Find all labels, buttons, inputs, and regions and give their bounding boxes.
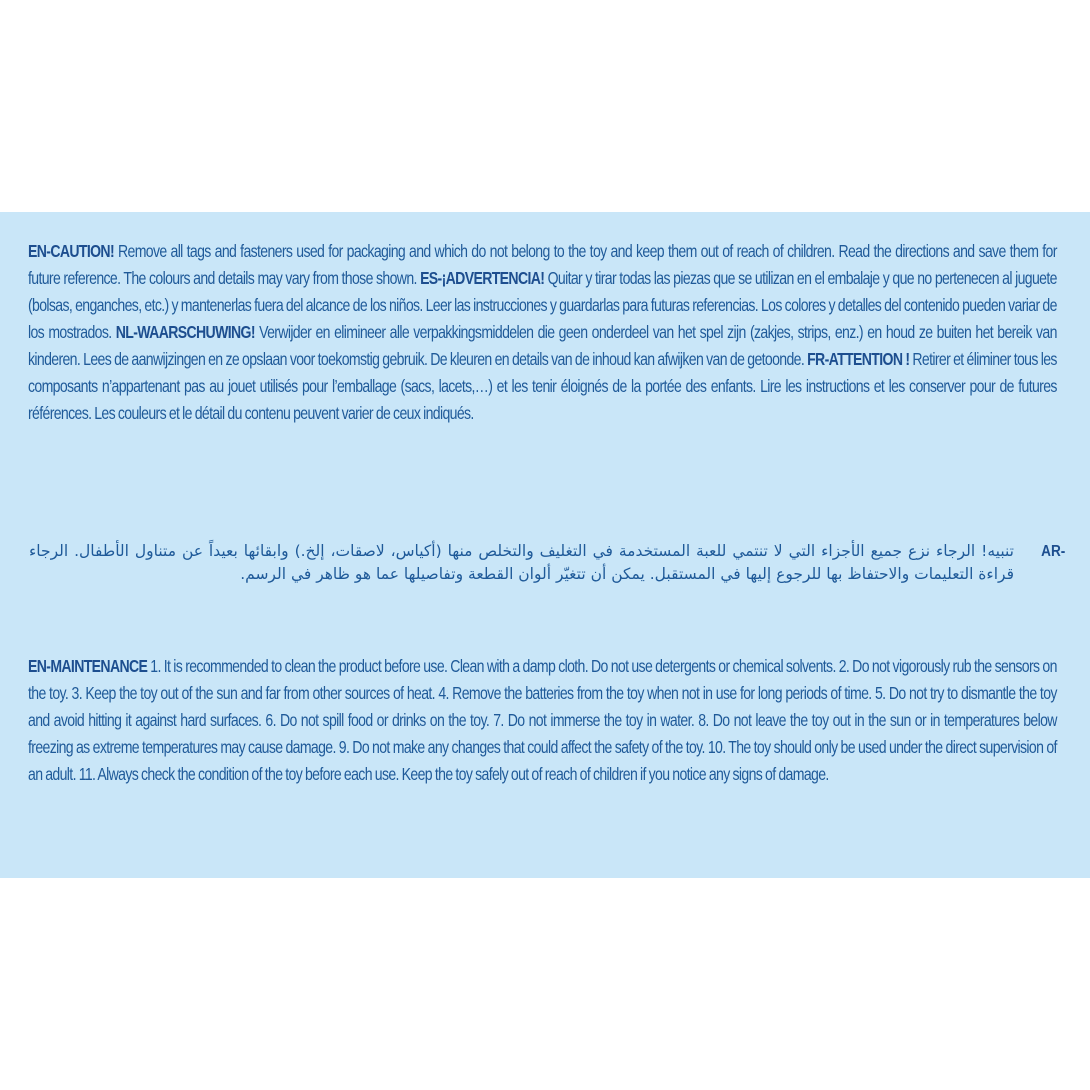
warning-es-text: Quitar y tirar todas las piezas que se utilizan en el embalaje y que no pertenecen al juguete (bolsas, enganches, etc.) y mantenerlas fuera del alcance de los niños. Leer las instrucciones y guardarlas para futuras referencias. Los colores y detalles del contenido pueden variar de los mostrados.: [28, 268, 1057, 342]
warning-nl-lead: NL-WAARSCHUWING!: [115, 322, 255, 342]
arabic-warning: [29, 540, 1065, 612]
arabic-warning-text: تنبيه! الرجاء نزع جميع الأجزاء التي لا تنتمي للعبة المستخدمة في التغليف والتخلص منها (أكياس، لاصقات، إلخ.) وابقائها بعيداً عن متناول الأطفال. الرجاء قراءة التعليمات والاحتفاظ بها للرجوع إليها في المستقبل. يمكن أن تتغيّر ألوان القطعة وتفاصيلها عما هو ظاهر في الرسم.: [29, 542, 1014, 583]
maintenance-lead: EN-MAINTENANCE: [28, 656, 148, 676]
warning-fr-text: Retirer et éliminer tous les composants n’appartenant pas au jouet utilisés pour l’emballage (sacs, lacets,…) et les tenir éloignés de la portée des enfants. Lire les instructions et les conserver pour de futures références. Les couleurs et le détail du contenu peuvent varier de ceux indiqués.: [28, 349, 1057, 423]
warning-en-lead: EN-CAUTION!: [28, 241, 115, 261]
arabic-warning-tag: AR-: [1040, 543, 1065, 560]
maintenance-block: [28, 653, 1057, 788]
warnings-block: [28, 238, 1057, 427]
maintenance-text: 1. It is recommended to clean the product before use. Clean with a damp cloth. Do not use detergents or chemical solvents. 2. Do not vigorously rub the sensors on the toy. 3. Keep the toy out of the sun and far from other sources of heat. 4. Remove the batteries from the toy when not in use for long periods of time. 5. Do not try to dismantle the toy and avoid hitting it against hard surfaces. 6. Do not spill food or drinks on the toy. 7. Do not immerse the toy in water. 8. Do not leave the toy out in the sun or in temperatures below freezing as extreme temperatures may cause damage. 9. Do not make any changes that could affect the safety of the toy. 10. The toy should only be used under the direct supervision of an adult. 11. Always check the condition of the toy before each use. Keep the toy safely out of reach of children if you notice any signs of damage.: [28, 656, 1057, 784]
warning-fr-lead: FR-ATTENTION !: [807, 349, 910, 369]
warning-es-lead: ES-¡ADVERTENCIA!: [420, 268, 545, 288]
warning-en-text: Remove all tags and fasteners used for packaging and which do not belong to the toy and keep them out of reach of children. Read the directions and save them for future reference. The colours and details may vary from those shown.: [28, 241, 1057, 288]
safety-info-panel: [0, 212, 1090, 878]
warning-nl-text: Verwijder en elimineer alle verpakkingsmiddelen die geen onderdeel van het spel zijn (zakjes, strips, enz.) en houd ze buiten het bereik van kinderen. Lees de aanwijzingen en ze opslaan voor toekomstig gebruik. De kleuren en details van de inhoud kan afwijken van de getoonde.: [28, 322, 1057, 369]
